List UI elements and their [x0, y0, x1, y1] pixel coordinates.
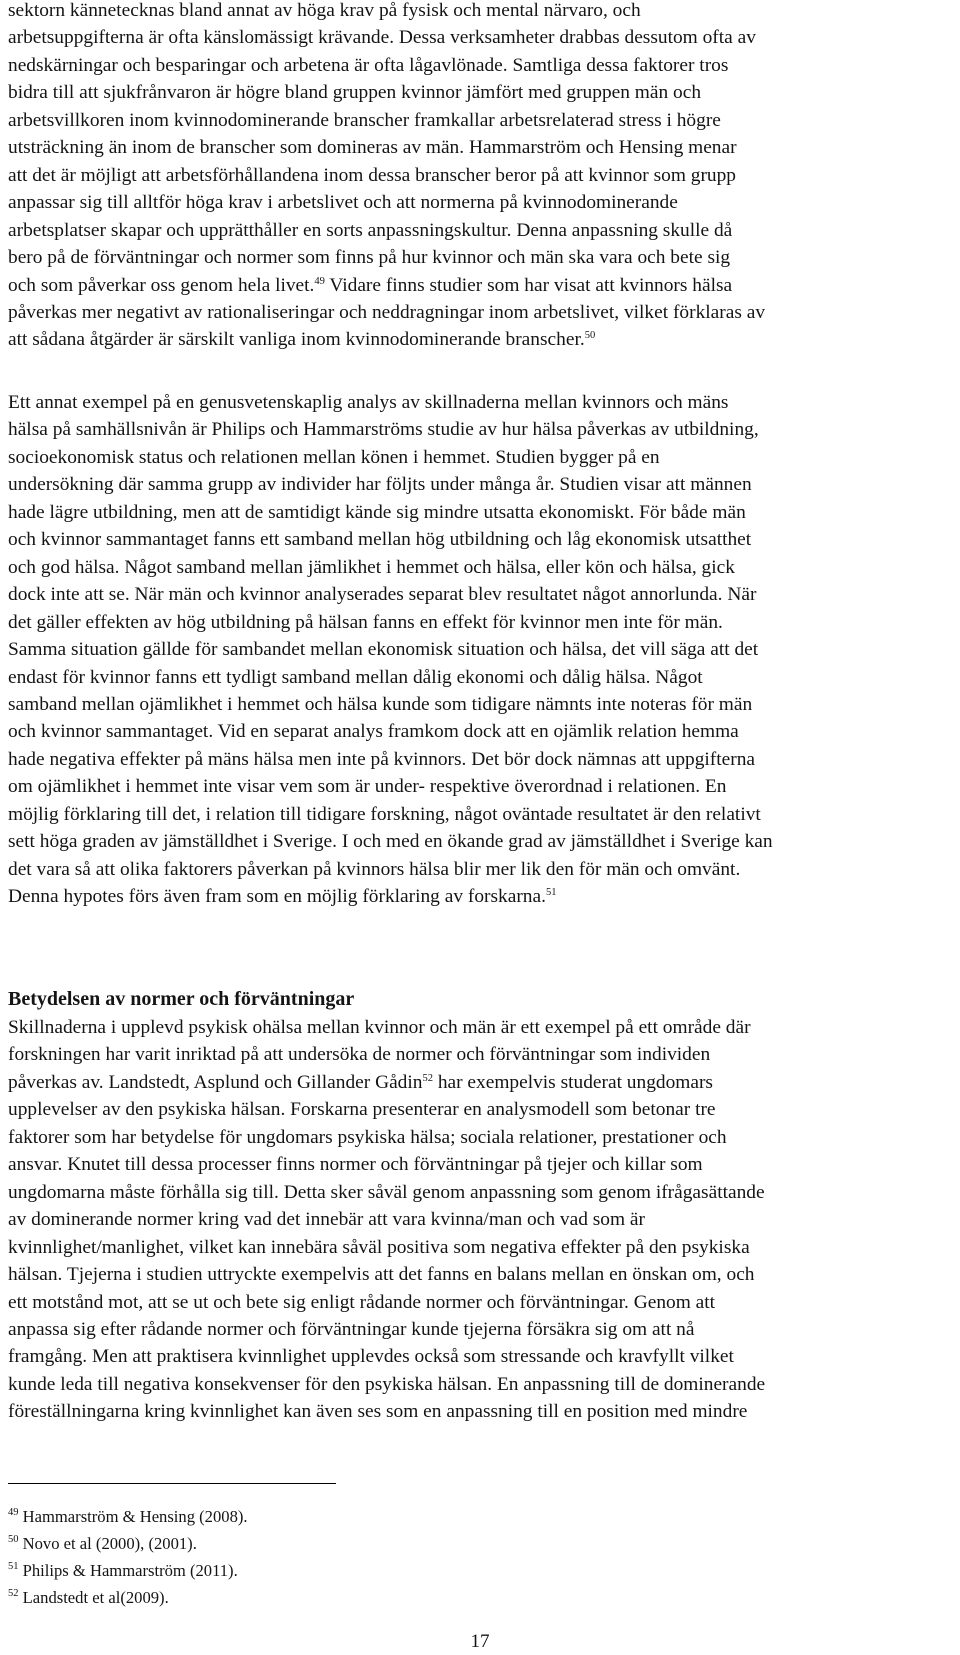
text-line: dock inte att se. När män och kvinnor analyserades separat blev resultatet något annorlunda. När [8, 584, 757, 606]
text-line: kvinnlighet/manlighet, vilket kan innebära såväl positiva som negativa effekter på den psykiska [8, 1236, 750, 1258]
paragraph-2 [8, 389, 958, 911]
footnote-number: 50 [8, 1534, 19, 1545]
text-line: om ojämlikhet i hemmet inte visar vem som är under- respektive överordnad i relationen. En [8, 776, 727, 798]
text-line: möjlig förklaring till det, i relation till tidigare forskning, något oväntade resultatet är den relativt [8, 803, 761, 825]
footnote-ref-50[interactable]: 50 [584, 330, 596, 342]
footnote-number: 49 [8, 1507, 19, 1518]
text-segment: Denna hypotes förs även fram som en möjlig förklaring av forskarna. [8, 886, 546, 908]
text-line: föreställningarna kring kvinnlighet kan även ses som en anpassning till en position med mindre [8, 1401, 748, 1423]
footnote-ref-51[interactable]: 51 [545, 887, 557, 899]
text-line [8, 272, 958, 299]
text-segment: Vidare finns studier som har visat att kvinnors hälsa [324, 274, 733, 296]
text-line: sett höga graden av jämställdhet i Sverige. I och med en ökande grad av jämställdhet i Sverige kan [8, 831, 773, 853]
text-line: påverkas mer negativt av rationaliseringar och neddragningar inom arbetslivet, vilket förklaras av [8, 301, 766, 323]
text-line: socioekonomisk status och relationen mellan könen i hemmet. Studien bygger på en [8, 446, 660, 468]
text-line: hälsa på samhällsnivån är Philips och Hammarströms studie av hur hälsa påverkas av utbildning, [8, 419, 759, 441]
text-line: utsträckning än inom de branscher som domineras av män. Hammarström och Hensing menar [8, 137, 737, 159]
footnote-number: 52 [8, 1588, 19, 1599]
text-segment: påverkas av. Landstedt, Asplund och Gillander Gådin [8, 1071, 423, 1093]
footnote-text: Novo et al (2000), (2001). [18, 1534, 197, 1553]
section-heading: Betydelsen av normer och förväntningar [8, 988, 355, 1010]
text-line: sektorn kännetecknas bland annat av höga krav på fysisk och mental närvaro, och [8, 0, 641, 21]
text-line: ansvar. Knutet till dessa processer finns normer och förväntningar på tjejer och killar som [8, 1154, 703, 1176]
text-line: bidra till att sjukfrånvaron är högre bland gruppen kvinnor jämfört med gruppen män och [8, 82, 702, 104]
footnote-text: Landstedt et al(2009). [18, 1588, 169, 1607]
text-line: att det är möjligt att arbetsförhållandena inom dessa branscher beror på att kvinnor som grupp [8, 164, 737, 186]
text-line: Skillnaderna i upplevd psykisk ohälsa mellan kvinnor och män är ett exempel på ett område där [8, 1017, 751, 1038]
text-line: det gäller effekten av hög utbildning på hälsan fanns en effekt för kvinnor men inte för män. [8, 611, 723, 633]
footnote-text: Hammarström & Hensing (2008). [18, 1507, 248, 1526]
text-line: anpassar sig till alltför höga krav i arbetslivet och att normerna på kvinnodominerande [8, 192, 678, 214]
text-line: anpassa sig efter rådande normer och förväntningar kunde tjejerna försäkra sig om att nå [8, 1318, 695, 1340]
footnote-number: 51 [8, 1561, 19, 1572]
text-line: och kvinnor sammantaget. Vid en separat analys framkom dock att en ojämlik relation hemma [8, 721, 739, 743]
page-number: 17 [470, 1631, 490, 1652]
text-line: Samma situation gällde för sambandet mellan ekonomisk situation och hälsa, det vill säga att det [8, 639, 759, 661]
text-line: bero på de förväntningar och normer som finns på hur kvinnor och män ska vara och bete sig [8, 247, 731, 269]
text-line: arbetsuppgifterna är ofta känslomässigt krävande. Dessa verksamheter drabbas dessutom ofta av [8, 27, 756, 49]
footnote-50 [8, 1530, 248, 1557]
text-segment: att sådana åtgärder är särskilt vanliga inom kvinnodominerande branscher. [8, 329, 585, 351]
text-line: upplevelser av den psykiska hälsan. Forskarna presenterar en analysmodell som betonar tre [8, 1099, 716, 1121]
text-line: faktorer som har betydelse för ungdomars psykiska hälsa; sociala relationer, prestationer och [8, 1126, 727, 1148]
footnote-ref-49[interactable]: 49 [314, 275, 325, 287]
text-line: endast för kvinnor fanns ett tydligt samband mellan dålig ekonomi och dålig hälsa. Något [8, 666, 703, 688]
text-line: hade negativa effekter på mäns hälsa men inte på kvinnors. Det bör dock nämnas att uppgifterna [8, 748, 756, 770]
text-line: undersökning där samma grupp av individer har följts under många år. Studien visar att männen [8, 474, 752, 496]
text-line: hälsan. Tjejerna i studien uttryckte exempelvis att det fanns en balans mellan en önskan om, och [8, 1264, 755, 1286]
text-line: och kvinnor sammantaget fanns ett samband mellan hög utbildning och låg ekonomisk utsatthet [8, 529, 752, 551]
paragraph-1 [8, 0, 958, 354]
text-segment: har exempelvis studerat ungdomars [432, 1071, 713, 1093]
text-line: ett motstånd mot, att se ut och bete sig enligt rådande normer och förväntningar. Genom att [8, 1291, 716, 1313]
text-segment: och som påverkar oss genom hela livet. [8, 274, 315, 296]
text-line [8, 326, 958, 353]
text-line [8, 1069, 958, 1096]
text-line: framgång. Men att praktisera kvinnlighet upplevdes också som stressande och kravfyllt vilket [8, 1346, 734, 1368]
text-line: samband mellan ojämlikhet i hemmet och hälsa kunde som tidigare nämnts inte noteras för män [8, 693, 753, 715]
text-line: nedskärningar och besparingar och arbetena är ofta lågavlönade. Samtliga dessa faktorer tros [8, 54, 729, 76]
text-line: och god hälsa. Något samband mellan jämlikhet i hemmet och hälsa, eller kön och hälsa, gick [8, 556, 735, 578]
footnotes [8, 1503, 248, 1611]
text-line: det vara så att olika faktorers påverkan på kvinnors hälsa blir mer lik den för män och omvänt. [8, 858, 741, 880]
text-line: ungdomarna måste förhålla sig till. Detta sker såväl genom anpassning som genom ifrågasättande [8, 1181, 765, 1203]
text-line: arbetsplatser skapar och upprätthåller en sorts anpassningskultur. Denna anpassning skulle då [8, 219, 733, 241]
text-line: kunde leda till negativa konsekvenser för den psykiska hälsan. En anpassning till de dominerande [8, 1373, 766, 1395]
footnote-text: Philips & Hammarström (2011). [18, 1561, 238, 1580]
text-line: Ett annat exempel på en genusvetenskaplig analys av skillnaderna mellan kvinnors och mäns [8, 392, 729, 413]
footnote-51 [8, 1557, 248, 1584]
text-line: arbetsvillkoren inom kvinnodominerande branscher framkallar arbetsrelaterad stress i högre [8, 109, 721, 131]
paragraph-3 [8, 1014, 958, 1426]
footnote-separator [8, 1483, 336, 1484]
footnote-52 [8, 1584, 248, 1611]
text-line [8, 883, 958, 910]
text-line: hade lägre utbildning, men att de samtidigt kände sig mindre utsatta ekonomiskt. För både män [8, 501, 746, 523]
text-line: forskningen har varit inriktad på att undersöka de normer och förväntningar som individen [8, 1044, 711, 1066]
footnote-49 [8, 1503, 248, 1530]
text-line: av dominerande normer kring vad det innebär att vara kvinna/man och vad som är [8, 1209, 645, 1231]
footnote-ref-52[interactable]: 52 [422, 1072, 433, 1084]
